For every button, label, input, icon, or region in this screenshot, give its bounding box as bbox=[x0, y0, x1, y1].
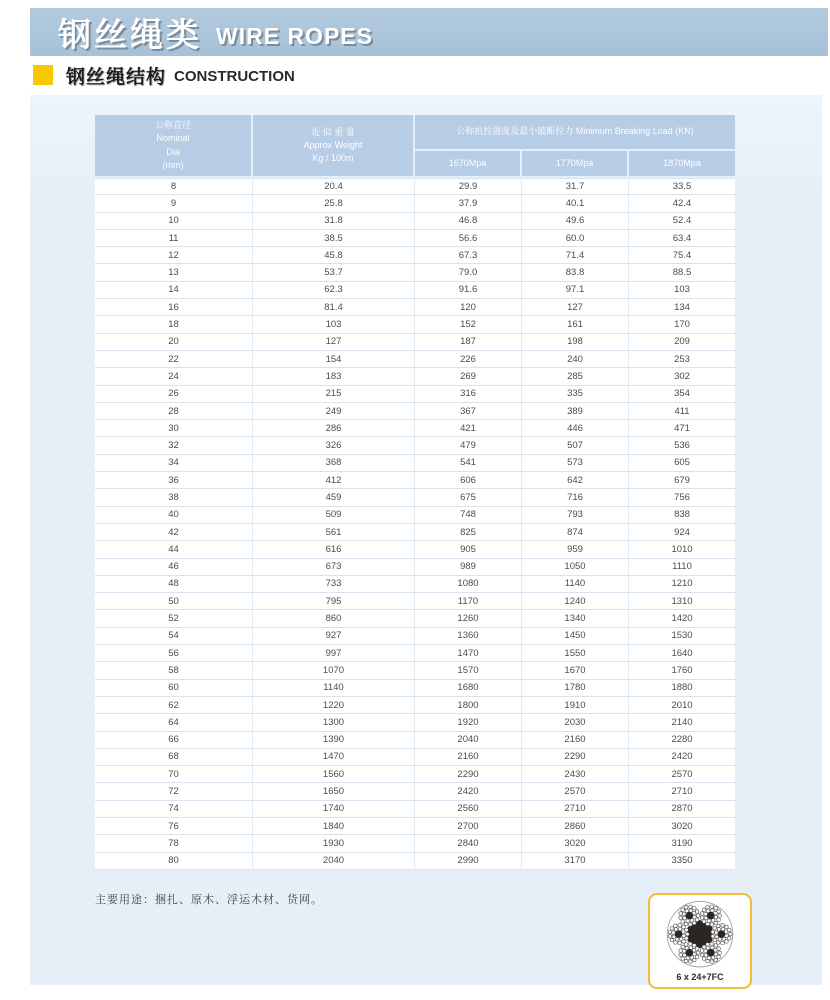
table-cell: 37.9 bbox=[415, 195, 522, 212]
table-cell: 959 bbox=[522, 541, 629, 558]
usage-note: 主要用途：捆扎、原木、浮运木材、货网。 bbox=[95, 894, 323, 906]
table-cell: 240 bbox=[522, 351, 629, 368]
rope-diagram-box bbox=[648, 893, 752, 989]
table-cell: 76 bbox=[95, 818, 253, 835]
table-cell: 45.8 bbox=[253, 247, 415, 264]
table-row bbox=[95, 749, 735, 766]
table-cell: 335 bbox=[522, 386, 629, 403]
table-cell: 49.6 bbox=[522, 213, 629, 230]
table-cell: 1360 bbox=[415, 628, 522, 645]
table-cell: 31.8 bbox=[253, 213, 415, 230]
table-cell: 62.3 bbox=[253, 282, 415, 299]
table-cell: 91.6 bbox=[415, 282, 522, 299]
table-cell: 1650 bbox=[253, 783, 415, 800]
table-row bbox=[95, 732, 735, 749]
rope-construction-label: 6 x 24+7FC bbox=[676, 972, 724, 982]
table-cell: 14 bbox=[95, 282, 253, 299]
table-cell: 1530 bbox=[629, 628, 735, 645]
table-cell: 2160 bbox=[415, 749, 522, 766]
table-cell: 2860 bbox=[522, 818, 629, 835]
table-cell: 1780 bbox=[522, 680, 629, 697]
table-cell: 60 bbox=[95, 680, 253, 697]
table-cell: 32 bbox=[95, 437, 253, 454]
table-cell: 642 bbox=[522, 472, 629, 489]
table-row bbox=[95, 714, 735, 731]
table-cell: 198 bbox=[522, 334, 629, 351]
table-cell: 3020 bbox=[522, 835, 629, 852]
table-cell: 679 bbox=[629, 472, 735, 489]
table-cell: 905 bbox=[415, 541, 522, 558]
table-cell: 1470 bbox=[253, 749, 415, 766]
table-cell: 1560 bbox=[253, 766, 415, 783]
table-cell: 48 bbox=[95, 576, 253, 593]
table-cell: 302 bbox=[629, 368, 735, 385]
table-row bbox=[95, 662, 735, 679]
table-cell: 1140 bbox=[253, 680, 415, 697]
table-cell: 72 bbox=[95, 783, 253, 800]
table-cell: 16 bbox=[95, 299, 253, 316]
table-cell: 354 bbox=[629, 386, 735, 403]
table-cell: 326 bbox=[253, 437, 415, 454]
table-row bbox=[95, 541, 735, 558]
table-cell: 2040 bbox=[253, 853, 415, 870]
table-cell: 2710 bbox=[522, 801, 629, 818]
section-title-zh: 钢丝绳结构 bbox=[66, 66, 167, 88]
table-cell: 1450 bbox=[522, 628, 629, 645]
table-cell: 3190 bbox=[629, 835, 735, 852]
page-header-bar bbox=[30, 8, 828, 56]
table-cell: 471 bbox=[629, 420, 735, 437]
table-cell: 18 bbox=[95, 316, 253, 333]
table-row bbox=[95, 853, 735, 870]
table-cell: 67.3 bbox=[415, 247, 522, 264]
rope-cross-section-icon bbox=[658, 897, 742, 973]
table-cell: 152 bbox=[415, 316, 522, 333]
table-cell: 1220 bbox=[253, 697, 415, 714]
table-cell: 58 bbox=[95, 662, 253, 679]
table-cell: 1570 bbox=[415, 662, 522, 679]
table-cell: 316 bbox=[415, 386, 522, 403]
table-cell: 215 bbox=[253, 386, 415, 403]
table-cell: 13 bbox=[95, 264, 253, 281]
table-cell: 573 bbox=[522, 455, 629, 472]
table-cell: 209 bbox=[629, 334, 735, 351]
table-cell: 411 bbox=[629, 403, 735, 420]
table-row bbox=[95, 403, 735, 420]
table-cell: 606 bbox=[415, 472, 522, 489]
table-cell: 54 bbox=[95, 628, 253, 645]
col-header-breaking-load-group: 公称抗拉强度及最小破断拉力 Minimum Breaking Load (KN) bbox=[415, 115, 735, 151]
table-cell: 1740 bbox=[253, 801, 415, 818]
table-cell: 2430 bbox=[522, 766, 629, 783]
table-cell: 2290 bbox=[522, 749, 629, 766]
table-cell: 127 bbox=[522, 299, 629, 316]
table-row bbox=[95, 610, 735, 627]
section-title-en: CONSTRUCTION bbox=[174, 67, 295, 85]
table-cell: 860 bbox=[253, 610, 415, 627]
table-cell: 2290 bbox=[415, 766, 522, 783]
table-cell: 10 bbox=[95, 213, 253, 230]
table-cell: 24 bbox=[95, 368, 253, 385]
table-cell: 1420 bbox=[629, 610, 735, 627]
table-cell: 36 bbox=[95, 472, 253, 489]
table-row bbox=[95, 351, 735, 368]
table-cell: 40.1 bbox=[522, 195, 629, 212]
table-cell: 1010 bbox=[629, 541, 735, 558]
table-cell: 1640 bbox=[629, 645, 735, 662]
table-cell: 838 bbox=[629, 507, 735, 524]
table-row bbox=[95, 783, 735, 800]
col-header-1770mpa: 1770Mpa bbox=[522, 151, 629, 178]
col-header-1670mpa: 1670Mpa bbox=[415, 151, 522, 178]
table-cell: 1910 bbox=[522, 697, 629, 714]
table-cell: 11 bbox=[95, 230, 253, 247]
table-cell: 38 bbox=[95, 489, 253, 506]
table-row bbox=[95, 334, 735, 351]
table-cell: 989 bbox=[415, 559, 522, 576]
table-cell: 29.9 bbox=[415, 178, 522, 195]
page-title-zh: 钢丝绳类 bbox=[58, 15, 202, 53]
table-row bbox=[95, 801, 735, 818]
table-row bbox=[95, 282, 735, 299]
table-cell: 42.4 bbox=[629, 195, 735, 212]
table-cell: 2280 bbox=[629, 732, 735, 749]
table-cell: 541 bbox=[415, 455, 522, 472]
wire-rope-spec-table bbox=[95, 115, 735, 870]
table-row bbox=[95, 213, 735, 230]
table-cell: 63.4 bbox=[629, 230, 735, 247]
table-cell: 38.5 bbox=[253, 230, 415, 247]
table-cell: 70 bbox=[95, 766, 253, 783]
table-row bbox=[95, 507, 735, 524]
table-cell: 2030 bbox=[522, 714, 629, 731]
table-cell: 1880 bbox=[629, 680, 735, 697]
table-cell: 1340 bbox=[522, 610, 629, 627]
table-cell: 1930 bbox=[253, 835, 415, 852]
table-cell: 2560 bbox=[415, 801, 522, 818]
table-cell: 3350 bbox=[629, 853, 735, 870]
table-cell: 2840 bbox=[415, 835, 522, 852]
table-cell: 46 bbox=[95, 559, 253, 576]
table-cell: 367 bbox=[415, 403, 522, 420]
table-row bbox=[95, 489, 735, 506]
col-header-1870mpa: 1870Mpa bbox=[629, 151, 735, 178]
table-cell: 507 bbox=[522, 437, 629, 454]
table-cell: 56 bbox=[95, 645, 253, 662]
table-cell: 1260 bbox=[415, 610, 522, 627]
table-row bbox=[95, 576, 735, 593]
table-cell: 1920 bbox=[415, 714, 522, 731]
table-cell: 2700 bbox=[415, 818, 522, 835]
table-cell: 64 bbox=[95, 714, 253, 731]
table-header bbox=[95, 115, 735, 178]
table-cell: 50 bbox=[95, 593, 253, 610]
table-cell: 2990 bbox=[415, 853, 522, 870]
table-cell: 34 bbox=[95, 455, 253, 472]
table-cell: 25.8 bbox=[253, 195, 415, 212]
table-body bbox=[95, 178, 735, 870]
table-row bbox=[95, 420, 735, 437]
table-cell: 1670 bbox=[522, 662, 629, 679]
table-cell: 269 bbox=[415, 368, 522, 385]
table-cell: 1070 bbox=[253, 662, 415, 679]
table-cell: 2710 bbox=[629, 783, 735, 800]
table-cell: 459 bbox=[253, 489, 415, 506]
table-row bbox=[95, 247, 735, 264]
table-row bbox=[95, 437, 735, 454]
table-cell: 2420 bbox=[415, 783, 522, 800]
table-cell: 103 bbox=[629, 282, 735, 299]
page-title-en: WIRE ROPES bbox=[216, 22, 373, 49]
table-cell: 997 bbox=[253, 645, 415, 662]
table-row bbox=[95, 593, 735, 610]
table-cell: 2570 bbox=[522, 783, 629, 800]
table-row bbox=[95, 230, 735, 247]
table-cell: 68 bbox=[95, 749, 253, 766]
table-cell: 154 bbox=[253, 351, 415, 368]
table-cell: 22 bbox=[95, 351, 253, 368]
table-cell: 927 bbox=[253, 628, 415, 645]
table-cell: 83.8 bbox=[522, 264, 629, 281]
table-row bbox=[95, 680, 735, 697]
table-cell: 1390 bbox=[253, 732, 415, 749]
section-heading bbox=[33, 62, 295, 88]
table-cell: 412 bbox=[253, 472, 415, 489]
table-row bbox=[95, 697, 735, 714]
table-cell: 31.7 bbox=[522, 178, 629, 195]
table-cell: 187 bbox=[415, 334, 522, 351]
table-row bbox=[95, 178, 735, 195]
table-row bbox=[95, 524, 735, 541]
table-cell: 2010 bbox=[629, 697, 735, 714]
table-cell: 30 bbox=[95, 420, 253, 437]
table-cell: 756 bbox=[629, 489, 735, 506]
table-row bbox=[95, 299, 735, 316]
table-cell: 446 bbox=[522, 420, 629, 437]
table-cell: 12 bbox=[95, 247, 253, 264]
table-cell: 134 bbox=[629, 299, 735, 316]
table-cell: 1760 bbox=[629, 662, 735, 679]
table-cell: 825 bbox=[415, 524, 522, 541]
table-cell: 924 bbox=[629, 524, 735, 541]
table-row bbox=[95, 368, 735, 385]
table-cell: 9 bbox=[95, 195, 253, 212]
table-cell: 2570 bbox=[629, 766, 735, 783]
table-cell: 793 bbox=[522, 507, 629, 524]
table-row bbox=[95, 628, 735, 645]
table-row bbox=[95, 835, 735, 852]
table-cell: 2420 bbox=[629, 749, 735, 766]
table-cell: 1050 bbox=[522, 559, 629, 576]
table-cell: 2160 bbox=[522, 732, 629, 749]
table-cell: 56.6 bbox=[415, 230, 522, 247]
table-row bbox=[95, 559, 735, 576]
table-cell: 748 bbox=[415, 507, 522, 524]
col-header-approx-weight: 近 似 重 量 Approx Weight Kg / 100m bbox=[253, 115, 415, 178]
content-panel bbox=[30, 95, 822, 985]
table-cell: 66 bbox=[95, 732, 253, 749]
table-cell: 52 bbox=[95, 610, 253, 627]
table-cell: 675 bbox=[415, 489, 522, 506]
table-cell: 78 bbox=[95, 835, 253, 852]
table-cell: 1470 bbox=[415, 645, 522, 662]
table-cell: 2040 bbox=[415, 732, 522, 749]
table-cell: 673 bbox=[253, 559, 415, 576]
table-cell: 44 bbox=[95, 541, 253, 558]
table-row bbox=[95, 195, 735, 212]
table-cell: 97.1 bbox=[522, 282, 629, 299]
table-cell: 616 bbox=[253, 541, 415, 558]
table-cell: 60.0 bbox=[522, 230, 629, 247]
table-cell: 509 bbox=[253, 507, 415, 524]
table-row bbox=[95, 766, 735, 783]
table-cell: 71.4 bbox=[522, 247, 629, 264]
table-cell: 561 bbox=[253, 524, 415, 541]
table-cell: 1300 bbox=[253, 714, 415, 731]
table-cell: 733 bbox=[253, 576, 415, 593]
table-cell: 52.4 bbox=[629, 213, 735, 230]
table-cell: 795 bbox=[253, 593, 415, 610]
table-cell: 40 bbox=[95, 507, 253, 524]
table-row bbox=[95, 455, 735, 472]
table-cell: 33.5 bbox=[629, 178, 735, 195]
table-row bbox=[95, 386, 735, 403]
table-cell: 53.7 bbox=[253, 264, 415, 281]
table-cell: 2870 bbox=[629, 801, 735, 818]
table-cell: 716 bbox=[522, 489, 629, 506]
table-cell: 249 bbox=[253, 403, 415, 420]
table-cell: 1170 bbox=[415, 593, 522, 610]
table-cell: 1080 bbox=[415, 576, 522, 593]
table-cell: 1210 bbox=[629, 576, 735, 593]
table-cell: 42 bbox=[95, 524, 253, 541]
table-cell: 170 bbox=[629, 316, 735, 333]
table-cell: 874 bbox=[522, 524, 629, 541]
table-cell: 605 bbox=[629, 455, 735, 472]
yellow-square-bullet-icon bbox=[33, 65, 53, 85]
table-cell: 1110 bbox=[629, 559, 735, 576]
table-cell: 8 bbox=[95, 178, 253, 195]
table-cell: 421 bbox=[415, 420, 522, 437]
table-cell: 79.0 bbox=[415, 264, 522, 281]
table-cell: 536 bbox=[629, 437, 735, 454]
table-cell: 46.8 bbox=[415, 213, 522, 230]
table-cell: 226 bbox=[415, 351, 522, 368]
table-cell: 80 bbox=[95, 853, 253, 870]
table-row bbox=[95, 316, 735, 333]
table-cell: 1550 bbox=[522, 645, 629, 662]
table-cell: 161 bbox=[522, 316, 629, 333]
table-cell: 253 bbox=[629, 351, 735, 368]
table-cell: 81.4 bbox=[253, 299, 415, 316]
table-cell: 1140 bbox=[522, 576, 629, 593]
table-cell: 1310 bbox=[629, 593, 735, 610]
table-cell: 28 bbox=[95, 403, 253, 420]
table-cell: 2140 bbox=[629, 714, 735, 731]
table-cell: 479 bbox=[415, 437, 522, 454]
table-cell: 1680 bbox=[415, 680, 522, 697]
table-cell: 285 bbox=[522, 368, 629, 385]
table-cell: 1840 bbox=[253, 818, 415, 835]
table-row bbox=[95, 818, 735, 835]
table-cell: 3020 bbox=[629, 818, 735, 835]
table-cell: 75.4 bbox=[629, 247, 735, 264]
table-cell: 20.4 bbox=[253, 178, 415, 195]
table-cell: 286 bbox=[253, 420, 415, 437]
table-cell: 74 bbox=[95, 801, 253, 818]
table-cell: 3170 bbox=[522, 853, 629, 870]
table-cell: 183 bbox=[253, 368, 415, 385]
table-cell: 127 bbox=[253, 334, 415, 351]
col-header-nominal-dia: 公称直径 Nominal Dia (mm) bbox=[95, 115, 253, 178]
table-row bbox=[95, 645, 735, 662]
table-cell: 62 bbox=[95, 697, 253, 714]
table-cell: 20 bbox=[95, 334, 253, 351]
table-cell: 389 bbox=[522, 403, 629, 420]
table-cell: 120 bbox=[415, 299, 522, 316]
table-row bbox=[95, 264, 735, 281]
table-cell: 1240 bbox=[522, 593, 629, 610]
table-cell: 103 bbox=[253, 316, 415, 333]
table-cell: 88.5 bbox=[629, 264, 735, 281]
table-cell: 26 bbox=[95, 386, 253, 403]
table-cell: 368 bbox=[253, 455, 415, 472]
table-row bbox=[95, 472, 735, 489]
table-cell: 1800 bbox=[415, 697, 522, 714]
